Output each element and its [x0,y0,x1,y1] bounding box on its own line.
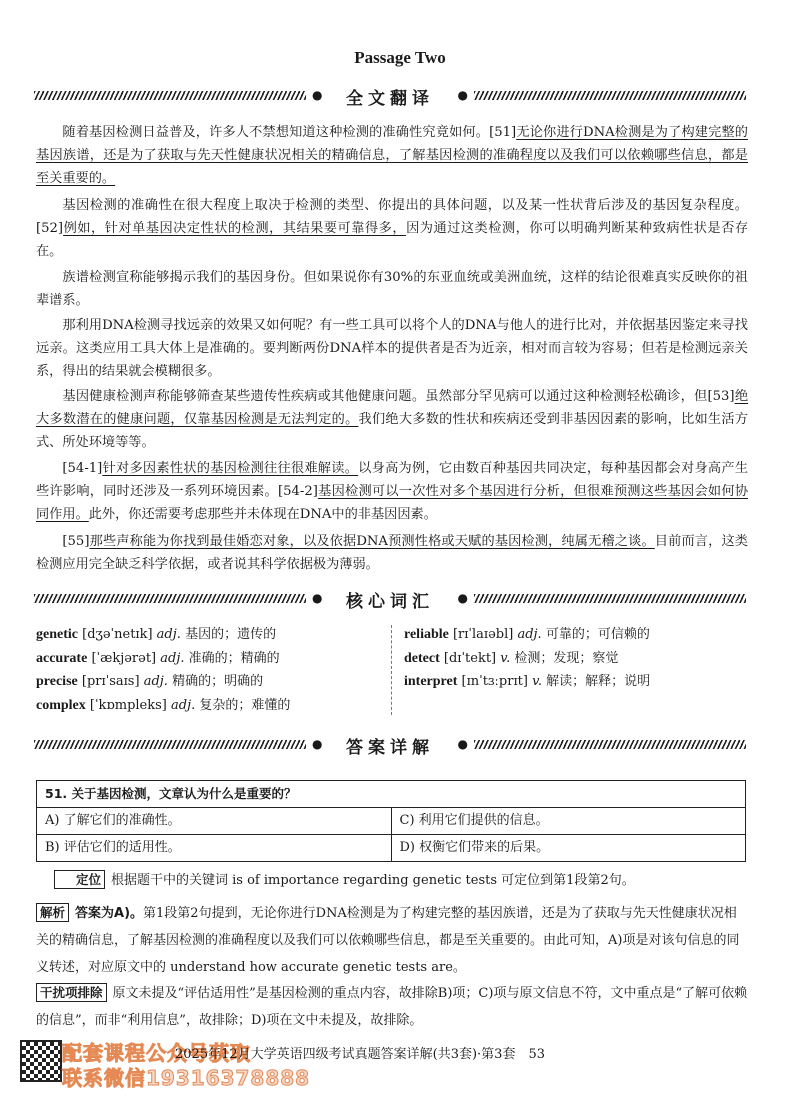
explain-answer: 答案为A)。 [75,906,144,921]
section-header-answers [34,732,746,756]
vocab-entry [404,670,748,694]
vocab-entry [36,623,386,647]
hatch-decoration [474,594,746,603]
vocab-meaning: 准确的；精确的 [188,650,280,666]
question-stem: 51. 关于基因检测，文章认为什么是重要的？ [45,786,297,801]
vocab-pos: adj. [143,674,168,689]
question-stem-row [37,781,745,807]
paragraph-4 [36,314,748,383]
vocab-word: precise [36,674,78,689]
locate-text: 根据题干中的关键词 is of importance regarding genetic tests 可定位到第1段第2句。 [111,873,635,888]
vocab-word: reliable [404,627,449,642]
underlined-sentence: 基因检测可以一次性对多个基因进行分析，但很难预测这些基因会如何协同作用。 [36,484,749,522]
question-table [36,780,746,862]
paragraph-3 [36,266,748,312]
paragraph-text: 以身高为例，它由数百种基因共同决定，每种基因都会对身高产生些许影响，同时还涉及一系列环境因素。[54-2] [36,461,749,499]
paragraph-1 [36,121,748,190]
vocab-word: genetic [36,627,78,642]
passage-title: Passage Two [354,48,446,67]
watermark-line-1: 配套课程公众号获取 [62,1041,251,1065]
option-b: B) 评估它们的适用性。 [45,840,181,855]
vocabulary-column-left [36,623,386,717]
options-row [37,834,745,861]
paragraph-text: [55] [62,534,90,549]
vocab-meaning: 可靠的；可信赖的 [545,627,650,642]
vocab-entry [36,694,386,718]
bullet-icon: ● [457,737,468,751]
bullet-icon: ● [312,737,323,751]
vocab-entry [36,647,386,671]
vocab-word: accurate [36,650,88,666]
vocab-ipa: [rɪˈlaɪəbl] [452,627,514,642]
vocab-pos: v. [532,674,542,689]
paragraph-text: 目前而言，这类检测应用完全缺乏科学依据，或者说其科学依据极为薄弱。 [36,534,748,572]
underlined-sentence: 例如，针对单基因决定性状的检测，其结果要可靠得多， [63,221,407,236]
section-title: 答案详解 [346,738,434,758]
vocab-pos: adj. [517,627,542,642]
bullet-icon: ● [457,591,468,605]
watermark-line-2: 联系微信19316378888 [62,1066,311,1090]
vocab-word: complex [36,697,86,713]
vocab-meaning: 复杂的；难懂的 [199,697,291,713]
vocab-ipa: [ɪnˈtɜːprɪt] [461,674,528,689]
section-header-translation [34,83,746,107]
analysis-locate [36,867,748,894]
vocab-pos: adj. [160,650,185,666]
paragraph-text: 族谱检测宣称能够揭示我们的基因身份。但如果说你有30%的东亚血统或美洲血统，这样的结论很难真实反映你的祖辈谱系。 [36,270,748,308]
explain-text: 第1段第2句提到，无论你进行DNA检测是为了构建完整的基因族谱，还是为了获取与先天性健康状况相关的精确信息，了解基因检测的准确程度以及我们可以依赖哪些信息，都是至关重要的。由此可知，A)项是对该句信息的同义转述，对应原文中的 understand how accurate genetic tests are。 [36,906,740,975]
underlined-sentence: 那些声称能为你找到最佳婚恋对象，以及依据DNA预测性格或天赋的基因检测，纯属无稽之谈。 [89,534,655,549]
underlined-sentence: 无论你进行DNA检测是为了构建完整的基因族谱，还是为了获取与先天性健康状况相关的精确信息，了解基因检测的准确程度以及我们可以依赖哪些信息，都是至关重要的。 [36,125,748,186]
paragraph-text: 随着基因检测日益普及，许多人不禁想知道这种检测的准确性究竟如何。[51] [62,125,517,140]
page-footer: 2025年12月大学英语四级考试真题答案详解(共3套)·第3套 53 [175,1047,545,1062]
paragraph-6 [36,457,748,526]
paragraph-text: [54-1] [62,461,103,476]
bullet-icon: ● [312,591,323,605]
paragraph-5 [36,385,748,454]
paragraph-2 [36,194,748,263]
vocab-ipa: [ˈkɒmpleks] [89,697,167,713]
option-d: D) 权衡它们带来的后果。 [391,835,746,861]
vocab-meaning: 检测；发现；察觉 [514,650,619,666]
analysis-explain [36,900,748,981]
section-header-vocabulary [34,586,746,610]
section-title: 核心词汇 [346,592,434,612]
paragraph-text: 那利用DNA检测寻找远亲的效果又如何呢？有一些工具可以将个人的DNA与他人的进行比对，并依据基因鉴定来寻找远亲。这类应用工具大体上是准确的。要判断两份DNA样本的提供者是否为近亲，相对而言较为容易；但若是检测远亲关系，得出的结果就会模糊很多。 [36,318,748,379]
option-a: A) 了解它们的准确性。 [45,813,181,828]
paragraph-7 [36,530,748,576]
vocab-pos: adj. [156,627,181,642]
bullet-icon: ● [457,88,468,102]
vocab-word: interpret [404,674,458,689]
paragraph-text: 因为通过这类检测，你可以明确判断某种致病性状是否存在。 [36,221,749,259]
vocab-entry [36,670,386,694]
section-title: 全文翻译 [346,89,434,109]
explain-tag: 解析 [36,903,69,922]
vocab-ipa: [ˈækjərət] [91,650,157,666]
vocab-meaning: 基因的；遗传的 [185,627,277,642]
paragraph-text: 我们绝大多数的性状和疾病还受到非基因因素的影响，比如生活方式、所处环境等等。 [36,412,749,450]
vocabulary-list [36,623,748,719]
underlined-sentence: 绝大多数潜在的健康问题，仅靠基因检测是无法判定的。 [36,389,749,427]
paragraph-text: 此外，你还需要考虑那些并未体现在DNA中的非基因因素。 [88,507,437,522]
qr-code-icon [20,1040,62,1082]
hatch-decoration [474,740,746,749]
exclude-tag: 干扰项排除 [36,983,107,1002]
vocab-entry [404,623,748,647]
vocab-ipa: [prɪˈsaɪs] [81,674,140,689]
vocab-pos: adj. [171,697,196,713]
options-row [37,807,745,834]
paragraph-text: 基因检测的准确性在很大程度上取决于检测的类型、你提出的具体问题，以及某一性状背后涉及的基因复杂程度。[52] [36,198,748,236]
locate-tag: 定位 [54,870,105,889]
underlined-sentence: 针对多因素性状的基因检测往往很难解读。 [102,461,359,476]
vocabulary-column-right [404,623,748,694]
analysis-exclude [36,980,748,1034]
option-c: C) 利用它们提供的信息。 [391,808,746,834]
exclude-text: 原文未提及“评估适用性”是基因检测的重点内容，故排除B)项；C)项与原文信息不符，文中重点是“了解可依赖的信息”，而非“利用信息”，故排除；D)项在文中未提及，故排除。 [36,986,748,1028]
vocab-meaning: 精确的；明确的 [172,674,264,689]
vocabulary-divider [391,625,392,715]
vocab-meaning: 解读；解释；说明 [546,674,651,689]
hatch-decoration [474,91,746,100]
vocab-word: detect [404,650,440,666]
vocab-ipa: [dɪˈtekt] [443,650,497,666]
bullet-icon: ● [312,88,323,102]
vocab-entry [404,647,748,671]
vocab-pos: v. [500,650,511,666]
paragraph-text: 基因健康检测声称能够筛查某些遗传性疾病或其他健康问题。虽然部分罕见病可以通过这种检测轻松确诊，但[53] [62,389,735,404]
vocab-ipa: [dʒəˈnetɪk] [82,627,153,642]
